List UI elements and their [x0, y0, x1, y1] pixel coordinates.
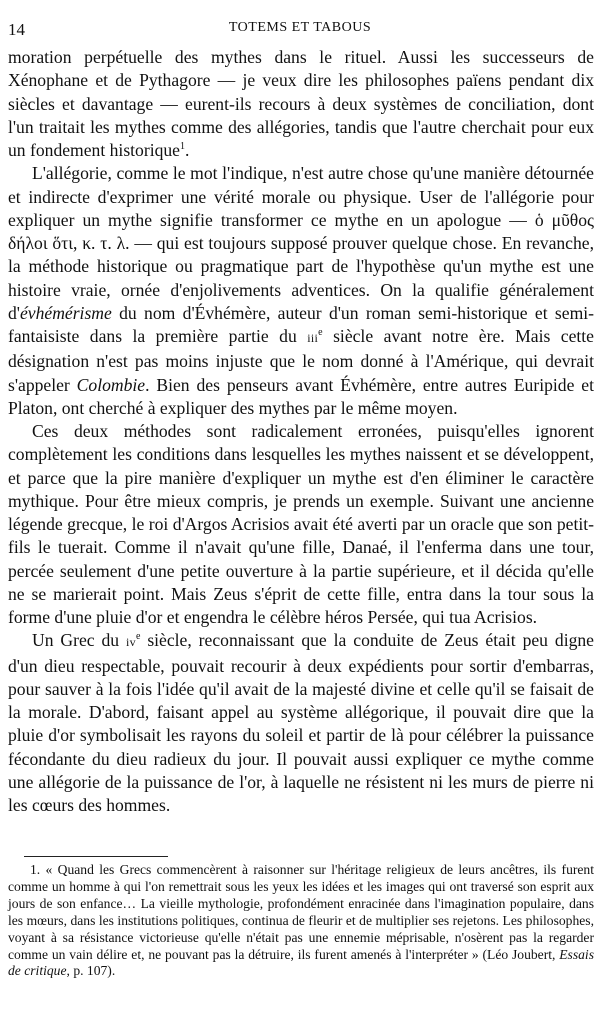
footnote-separator	[24, 856, 168, 857]
paragraph-1: moration perpétuelle des mythes dans le rituel. Aussi les successeurs de Xénophane et de Pythagore — je veux dire les philosophes païens pendant dix siècles et davantage — eurent-ils recours à deux systèmes de conciliation, dont l'un traitait les mythes comme des allégories, tandis que l'autre cherchait pour eux un fondement historique$^1$.	[8, 47, 594, 160]
footnote-ref: 1	[180, 141, 185, 153]
century-numeral: iii	[307, 331, 319, 345]
running-title: TOTEMS ET TABOUS	[228, 20, 372, 35]
footnote	[8, 862, 594, 980]
paragraph-3: Ces deux méthodes sont radicalement erronées, puisqu'elles ignorent complètement les conditions dans lesquelles les mythes naissent et se développent, et parce que la pire manière d'expliquer un mythe est d'en éliminer le caractère mythique. Pour être mieux compris, je prends un exemple. Suivant une ancienne légende grecque, le roi d'Argos Acrisios avait été averti par un oracle que son petit-fils le tuerait. Comme il n'avait qu'une fille, Danaé, il l'enferma dans une tour, percée seulement d'une petite ouverture à la partie supérieure, et il décida qu'elle ne se marierait point. Mais Zeus s'éprit de cette fille, entra dans la tour sous la forme d'une pluie d'or et engendra le célèbre héros Persée, qui tua Acrisios.	[8, 421, 594, 627]
emphasis-term: Colombie	[76, 374, 146, 395]
footnote-book-title: Essais de critique	[8, 946, 594, 979]
paragraph-2: L'allégorie, comme le mot l'indique, n'est autre chose qu'une manière détournée et indirecte d'exprimer une vérité morale ou physique. User de l'allégorie pour expliquer un mythe signifie transformer ce mythe en un apologue — ὁ μῦθος δήλοι ὅτι, κ. τ. λ. — qui est toujours supposé prouver quelque chose. En revanche, la méthode historique ou pragmatique part de l'hypothèse qu'un mythe est une histoire vraie, ornée d'enjolivements adventices. On la qualifie généralement d'évhémérisme du nom d'Évhémère, auteur d'un roman semi-historique et semi-fantaisiste dans la première partie du iii$^e$ siècle avant notre ère. Mais cette désignation n'est pas moins injuste que le nom donné à l'Amérique, qui devrait s'appeler Colombie. Bien des penseurs avant Évhémère, entre autres Euripide et Platon, ont cherché à expliquer des mythes par le même moyen.	[8, 163, 594, 418]
emphasis-term: évhémérisme	[19, 302, 112, 323]
century-numeral: iv	[126, 635, 136, 650]
footnote-text: 1. « Quand les Grecs commencèrent à raisonner sur l'héritage religieux de leurs ancêtres, ils furent comme un homme à qui l'on remettrait sous les yeux les idées et les images qui ont traversé son esprit aux jours de son enfance… La vieille mythologie, profondément enracinée dans l'imagination populaire, dans les mœurs, dans les institutions politiques, continua de fleurir et de multiplier ses rejetons. Les philosophes, voyant à sa résistance victorieuse qu'elle n'était pas une ennemie méprisable, n'osèrent pas la regarder comme un vain délire et, ne pouvant pas la détruire, ils furent amenés à l'interpréter » (Léo Joubert, Essais de critique, p. 107).	[8, 862, 594, 979]
paragraph-4: Un Grec du $iv^e$ siècle, reconnaissant que la conduite de Zeus était peu digne d'un dieu respectable, pouvait recourir à deux expédients pour sortir d'embarras, pour sauver à la fois l'idée qu'il avait de la majesté divine et celle qu'il se faisait de la morale. D'abord, faisant appel au système allégorique, il pouvait dire que la pluie d'or symbolisait les rayons du soleil et partir de là pour célébrer la puissance fécondante du dieu radieux du jour. Il pouvait aussi expliquer ce mythe comme une allégorie de la puissance de l'or, à laquelle ne résistent ni les murs de pierre ni les cœurs des hommes.	[8, 630, 594, 815]
page-number: 14	[8, 20, 25, 39]
page-header	[8, 20, 592, 40]
body-text	[8, 46, 594, 817]
